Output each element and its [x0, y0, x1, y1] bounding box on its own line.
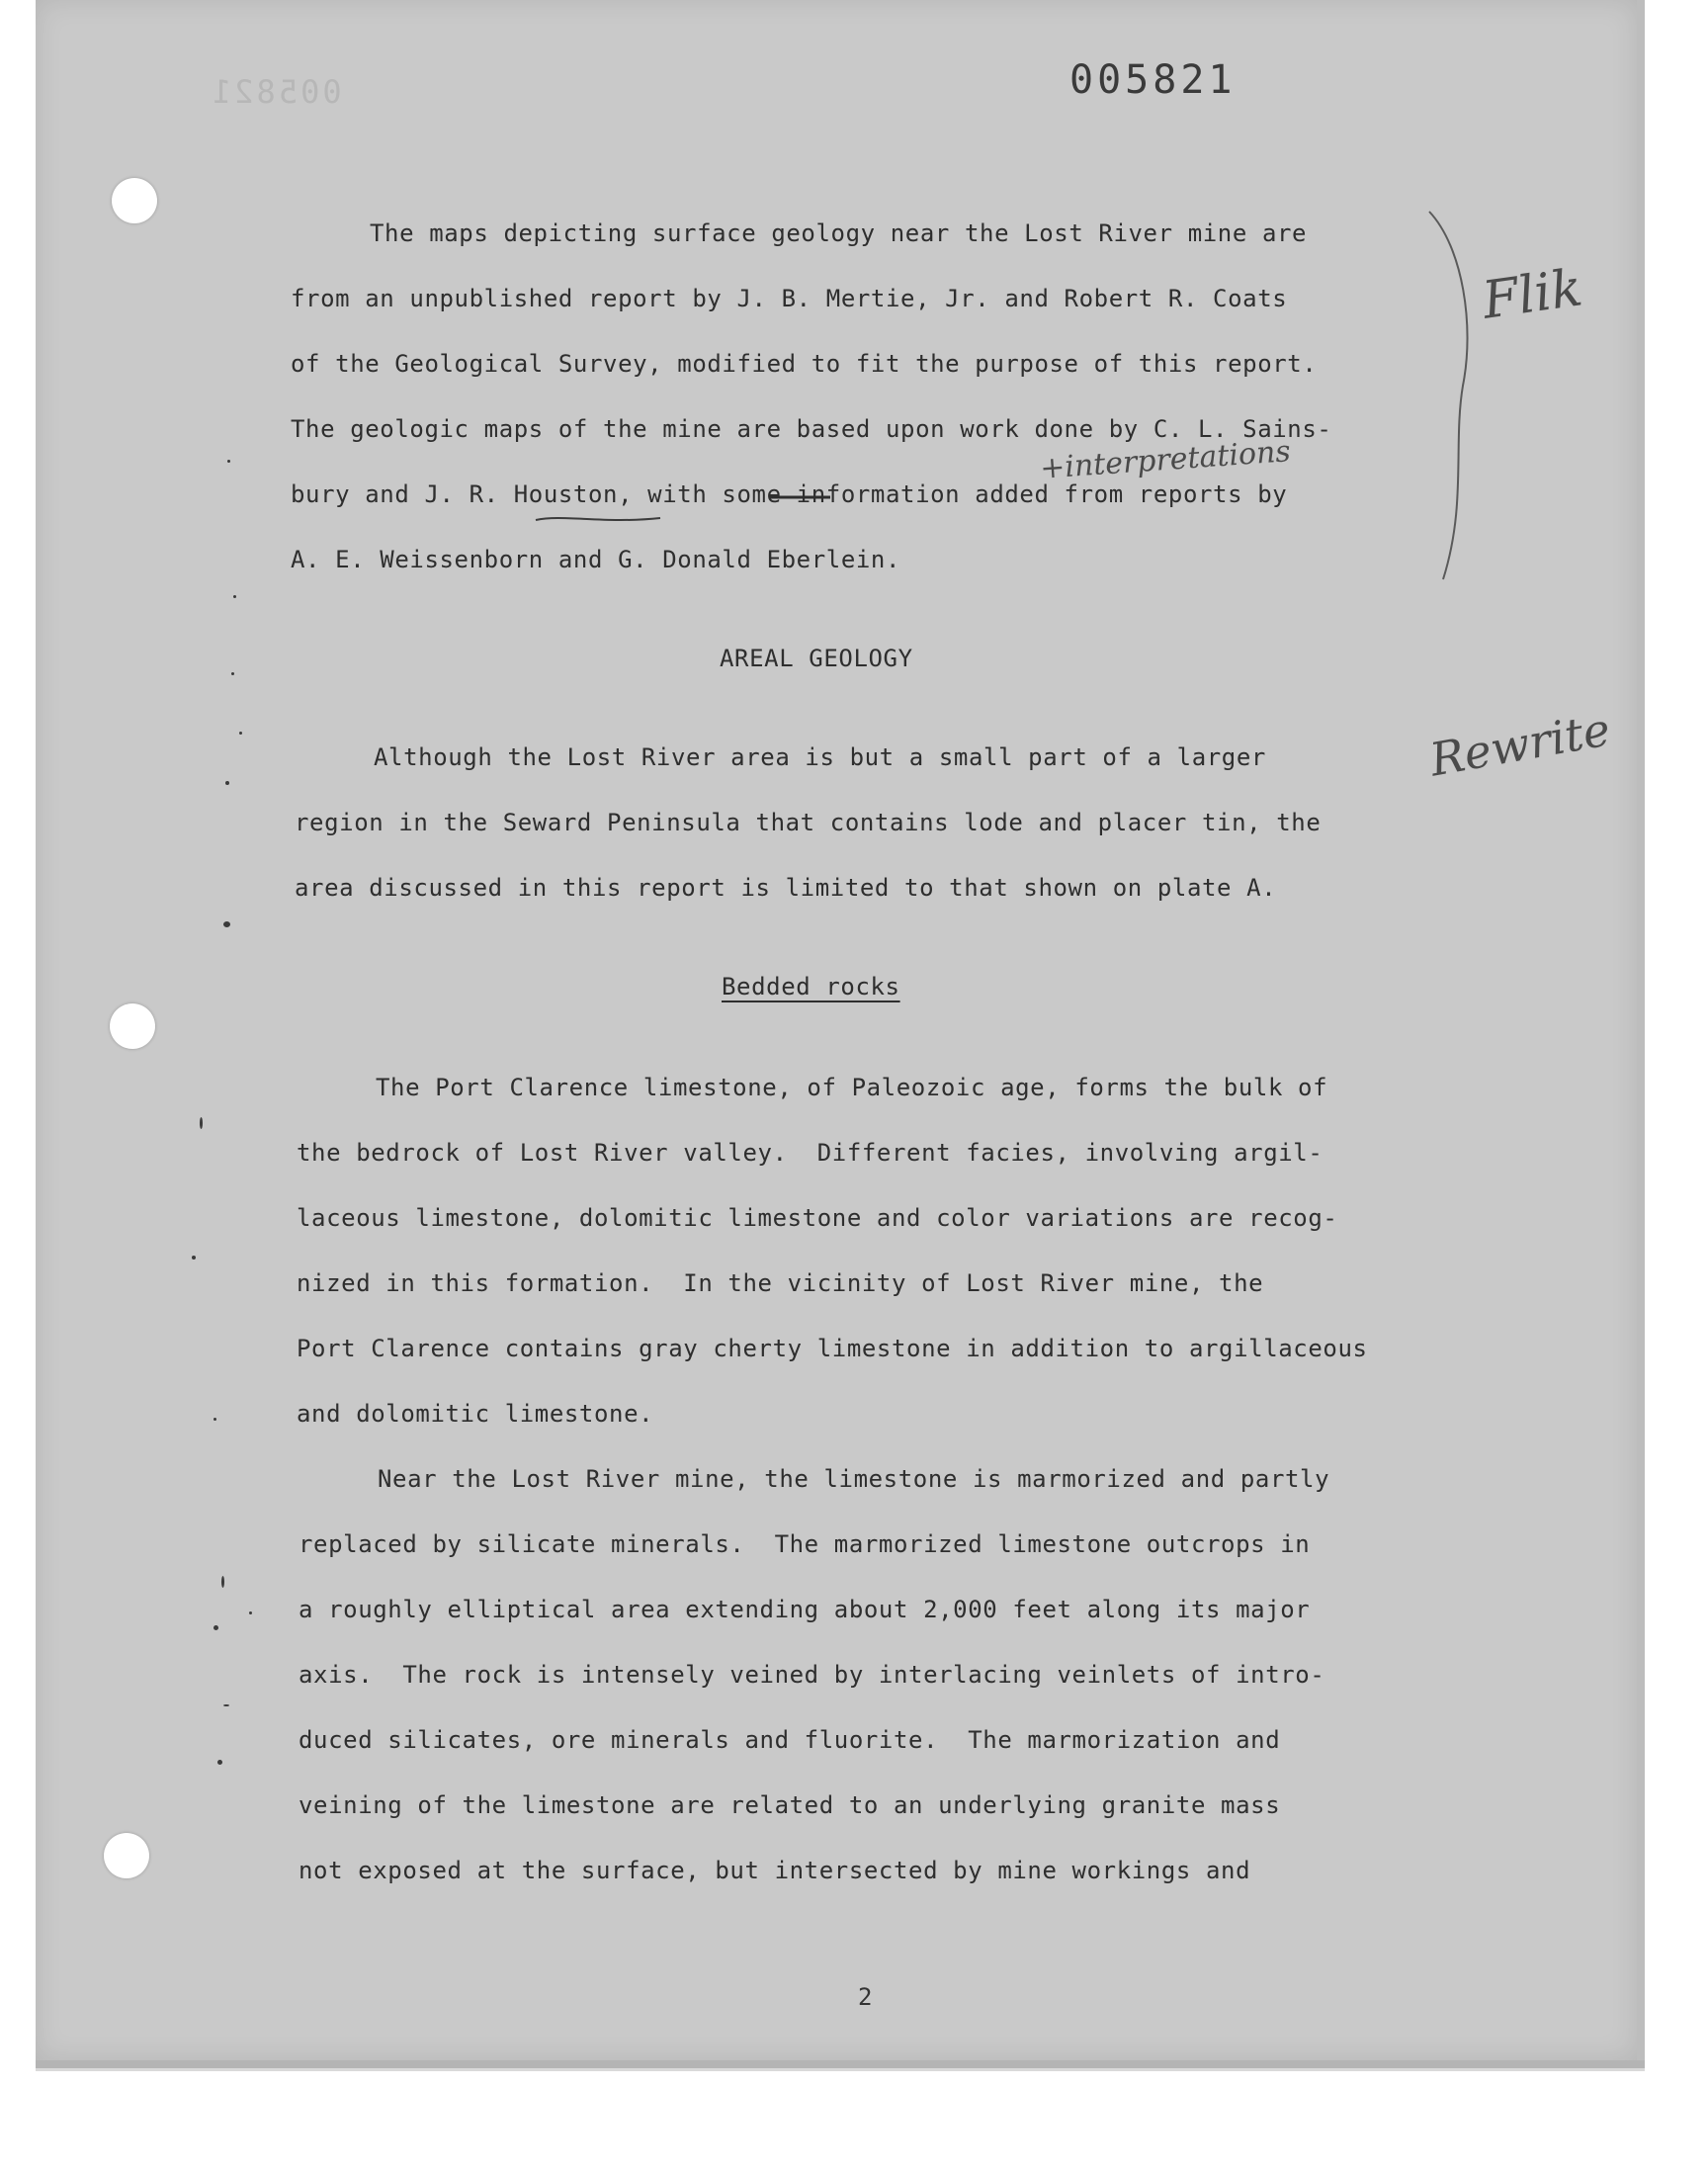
handwritten-insertion: +interpretations — [1039, 434, 1292, 486]
bedded-line: nized in this formation. In the vicinity of Lost River mine, the — [297, 1269, 1264, 1297]
marmor-line: axis. The rock is intensely veined by interlacing veinlets of intro- — [299, 1661, 1325, 1689]
scan-speck — [214, 1625, 218, 1630]
areal-line: area discussed in this report is limited to that shown on plate A. — [295, 874, 1277, 902]
scan-speck — [249, 1611, 252, 1614]
bedded-line: the bedrock of Lost River valley. Different facies, involving argil- — [297, 1139, 1324, 1167]
scan-speck — [217, 1760, 222, 1765]
intro-line: bury and J. R. Houston, with some information added from reports by — [291, 480, 1288, 508]
section-heading-bedded-rocks: Bedded rocks — [722, 973, 900, 1000]
marmor-line: veining of the limestone are related to an underlying granite mass — [299, 1791, 1281, 1819]
scan-speck — [233, 595, 236, 598]
scan-speck — [225, 781, 229, 785]
bedded-line: Port Clarence contains gray cherty limestone in addition to argillaceous — [297, 1335, 1368, 1362]
marmor-line: replaced by silicate minerals. The marmorized limestone outcrops in — [299, 1530, 1311, 1558]
ghost-stamp-number: 005821 — [210, 73, 342, 111]
bedded-line: laceous limestone, dolomitic limestone and color variations are recog- — [297, 1204, 1338, 1232]
section-heading-areal-geology: AREAL GEOLOGY — [720, 645, 913, 672]
scan-speck — [227, 460, 230, 463]
punch-hole-icon — [110, 1003, 155, 1049]
sheet-edge — [36, 2068, 1645, 2071]
bedded-line: and dolomitic limestone. — [297, 1400, 654, 1428]
margin-note-top: Flik — [1479, 258, 1586, 331]
margin-bracket-icon — [1423, 208, 1493, 583]
punch-hole-icon — [104, 1833, 149, 1878]
scan-speck — [221, 1576, 224, 1588]
bedded-line: The Port Clarence limestone, of Paleozoic age, forms the bulk of — [376, 1074, 1328, 1101]
intro-line: A. E. Weissenborn and G. Donald Eberlein. — [291, 546, 901, 573]
intro-line: from an unpublished report by J. B. Mertie, Jr. and Robert R. Coats — [291, 285, 1288, 312]
houston-underline — [534, 512, 662, 526]
some-strike-mark — [767, 492, 832, 502]
marmor-line: Near the Lost River mine, the limestone is marmorized and partly — [378, 1465, 1330, 1493]
scan-speck — [231, 672, 234, 675]
areal-line: region in the Seward Peninsula that contains lode and placer tin, the — [295, 809, 1322, 836]
marmor-line: a roughly elliptical area extending about 2,000 feet along its major — [299, 1596, 1311, 1623]
scan-speck — [239, 732, 242, 735]
punch-hole-icon — [112, 178, 157, 223]
areal-line: Although the Lost River area is but a small part of a larger — [374, 743, 1266, 771]
intro-line: The geologic maps of the mine are based upon work done by C. L. Sains- — [291, 415, 1332, 443]
margin-note-areal: Rewrite — [1425, 702, 1614, 787]
intro-line: The maps depicting surface geology near the Lost River mine are — [370, 219, 1308, 247]
sheet-edge — [36, 2060, 1645, 2068]
scan-speck — [200, 1117, 203, 1129]
stamp-number: 005821 — [1069, 57, 1237, 103]
sheet-edge — [1637, 0, 1645, 2066]
scan-speck — [223, 921, 230, 927]
scan-speck — [214, 1418, 216, 1421]
page-number: 2 — [858, 1983, 873, 2011]
scan-speck — [223, 1704, 229, 1706]
marmor-line: not exposed at the surface, but intersected by mine workings and — [299, 1857, 1251, 1884]
scan-speck — [192, 1256, 196, 1260]
marmor-line: duced silicates, ore minerals and fluorite. The marmorization and — [299, 1726, 1281, 1754]
intro-line: of the Geological Survey, modified to fit the purpose of this report. — [291, 350, 1318, 378]
